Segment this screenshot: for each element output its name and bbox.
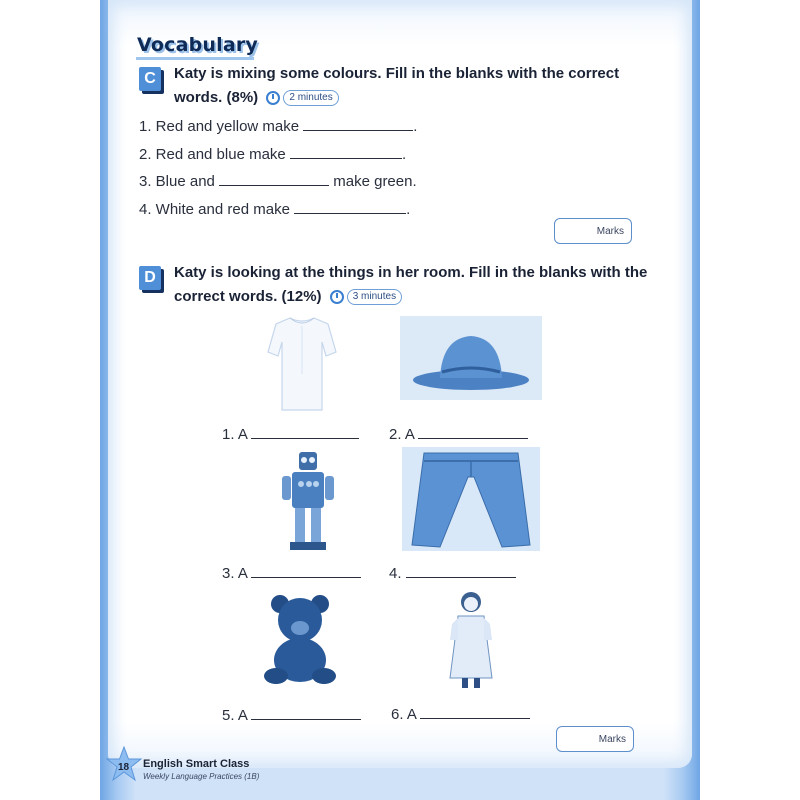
robot-image [278,448,338,556]
question-c2 [139,144,406,163]
answer-blank-c4[interactable] [294,199,406,214]
answer-d6-label: 6. A [391,706,417,723]
answer-blank-d5[interactable] [251,705,361,720]
title-underline [136,57,254,60]
question-c2-text: 2. Red and blue make [139,146,286,163]
section-d-instruction-line1: Katy is looking at the things in her room. Fill in the blanks with the [174,264,648,281]
section-c-instruction [174,62,619,110]
answer-blank-d6[interactable] [420,704,530,719]
book-subtitle: Weekly Language Practices (1B) [143,772,260,781]
section-d-instruction-text: correct words. (12%) [174,288,322,305]
section-c-instruction-line2 [174,86,619,110]
question-c3-end: make green. [333,173,417,190]
timer-label: 3 minutes [347,289,402,305]
teddy-bear-image [262,592,338,686]
answer-d3-label: 3. A [222,565,248,582]
section-c-instruction-line1: Katy is mixing some colours. Fill in the blanks with the correct [174,65,620,82]
answer-blank-c2[interactable] [290,144,402,159]
answer-d5-label: 5. A [222,707,248,724]
answer-d4-label: 4. [389,565,402,582]
answer-blank-d3[interactable] [251,563,361,578]
answer-d4 [389,563,516,582]
page-number: 18 [118,762,130,773]
alarm-clock-icon [330,290,344,304]
question-c3-text: 3. Blue and [139,173,215,190]
question-c1 [139,116,417,135]
section-d-timer [330,289,402,305]
section-c-badge: C [139,67,161,91]
answer-d5 [222,705,361,724]
section-title: Vocabulary [137,34,259,56]
question-c4 [139,199,410,218]
question-c2-end: . [401,146,407,163]
answer-d3 [222,563,361,582]
question-c4-end: . [406,201,411,218]
alarm-clock-icon [266,91,280,105]
section-c-timer [266,90,338,106]
answer-blank-d2[interactable] [418,424,528,439]
question-c1-end: . [413,118,418,135]
timer-label: 2 minutes [283,90,338,106]
section-d-instruction [174,261,647,309]
question-c1-text: 1. Red and yellow make [139,118,300,135]
section-c-instruction-text: words. (8%) [174,89,259,106]
section-d-badge: D [139,266,161,290]
answer-d6 [391,704,530,723]
answer-blank-c3[interactable] [219,171,329,186]
answer-d1-label: 1. A [222,426,248,443]
marks-box-d[interactable]: Marks [556,726,634,752]
marks-box-c[interactable]: Marks [554,218,632,244]
answer-blank-d1[interactable] [251,424,359,439]
section-d-instruction-line2 [174,285,647,309]
blouse-image [262,314,342,414]
book-title: English Smart Class [143,758,250,770]
question-c4-text: 4. White and red make [139,201,290,218]
answer-blank-d4[interactable] [406,563,516,578]
answer-d2-label: 2. A [389,426,415,443]
jeans-image [402,447,540,551]
answer-d2 [389,424,528,443]
doll-image [444,588,498,692]
hat-image [400,316,542,400]
answer-d1 [222,424,359,443]
answer-blank-c1[interactable] [303,116,413,131]
question-c3 [139,171,417,190]
